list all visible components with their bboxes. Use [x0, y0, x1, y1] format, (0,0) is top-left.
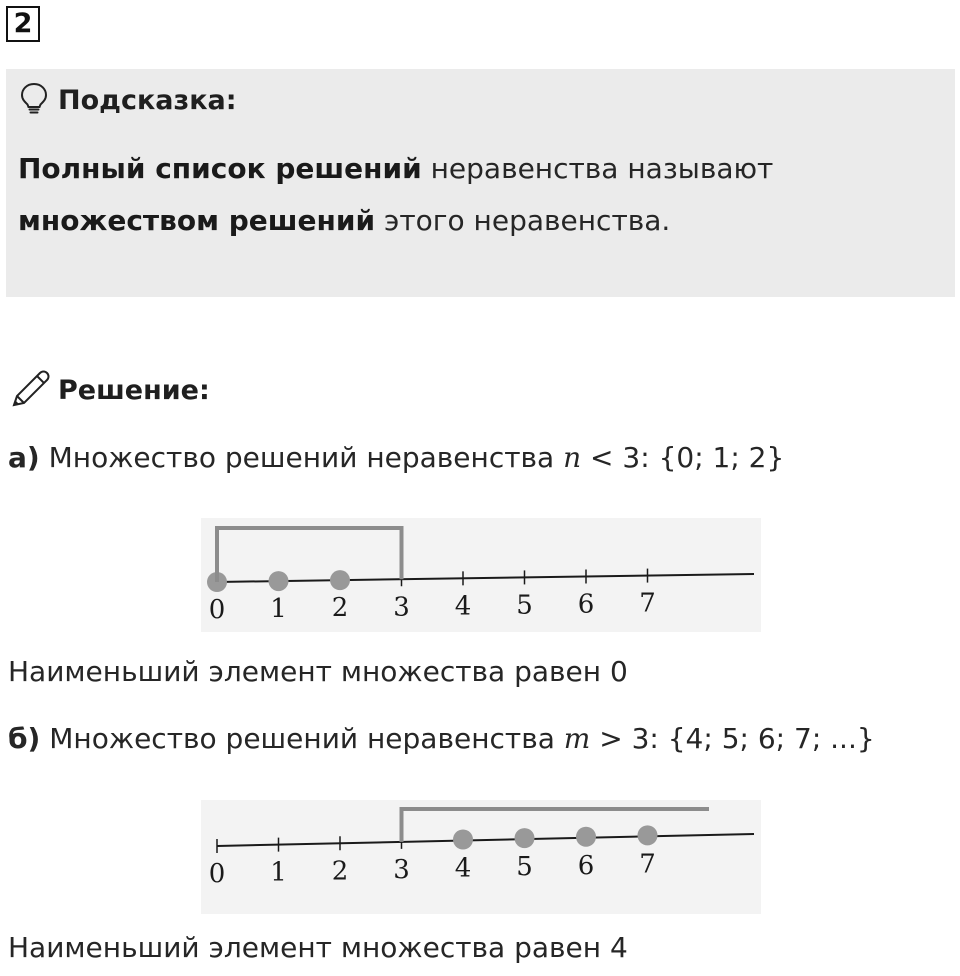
- tick-label-3: 3: [393, 854, 410, 885]
- number-line-axis: [217, 574, 754, 582]
- number-line-a: [201, 518, 761, 632]
- part-a-variable: n: [563, 441, 582, 474]
- part-a-conclusion: Наименьший элемент множества равен 0: [8, 655, 628, 688]
- tick-label-7: 7: [639, 849, 656, 880]
- tick-label-2: 2: [331, 856, 349, 887]
- part-b-conclusion: Наименьший элемент множества равен 4: [8, 931, 628, 964]
- part-b-label: б): [8, 722, 41, 755]
- hint-text-1: неравенства называют: [421, 152, 774, 185]
- part-a-text: Множество решений неравенства: [39, 441, 564, 474]
- tick-label-7: 7: [639, 588, 656, 619]
- number-line-b-svg: [201, 800, 761, 914]
- tick-label-2: 2: [331, 593, 349, 624]
- task-number-box: 2: [6, 6, 40, 42]
- solution-point-2: [330, 570, 350, 590]
- tick-label-3: 3: [393, 592, 410, 623]
- pencil-icon: [10, 367, 52, 413]
- part-b-statement: [8, 722, 875, 755]
- hint-text: [18, 143, 918, 247]
- tick-label-4: 4: [454, 591, 472, 622]
- solution-point-7: [638, 825, 658, 845]
- hint-bold-2: множеством решений: [18, 204, 376, 237]
- solution-point-6: [576, 827, 596, 847]
- part-a-set: < 3: {0; 1; 2}: [581, 441, 785, 474]
- tick-label-0: 0: [208, 595, 226, 625]
- tick-label-5: 5: [516, 590, 533, 621]
- tick-label-0: 0: [208, 859, 226, 889]
- hint-bold-1: Полный список решений: [18, 152, 422, 185]
- solution-point-4: [453, 830, 473, 850]
- tick-label-4: 4: [454, 853, 472, 884]
- number-line-b: [201, 800, 761, 914]
- tick-label-1: 1: [270, 594, 287, 625]
- number-line-axis: [217, 834, 754, 846]
- solution-title: Решение:: [58, 374, 210, 406]
- part-b-set: > 3: {4; 5; 6; 7; ...}: [590, 722, 875, 755]
- tick-label-5: 5: [516, 852, 533, 883]
- solution-point-5: [515, 828, 535, 848]
- solution-point-1: [269, 571, 289, 591]
- solution-header: [10, 368, 210, 412]
- solution-range-bracket: [217, 528, 402, 582]
- part-a-label: а): [8, 441, 40, 474]
- lightbulb-icon: [18, 81, 50, 119]
- tick-label-1: 1: [270, 857, 287, 888]
- hint-header: [18, 80, 237, 120]
- part-b-variable: m: [563, 722, 591, 755]
- hint-title: Подсказка:: [58, 84, 237, 116]
- tick-label-6: 6: [577, 850, 595, 881]
- number-line-a-svg: [201, 518, 761, 632]
- tick-label-6: 6: [577, 589, 595, 620]
- part-b-text: Множество решений неравенства: [40, 722, 564, 755]
- hint-text-2: этого неравенства.: [375, 204, 671, 237]
- part-a-statement: [8, 441, 784, 474]
